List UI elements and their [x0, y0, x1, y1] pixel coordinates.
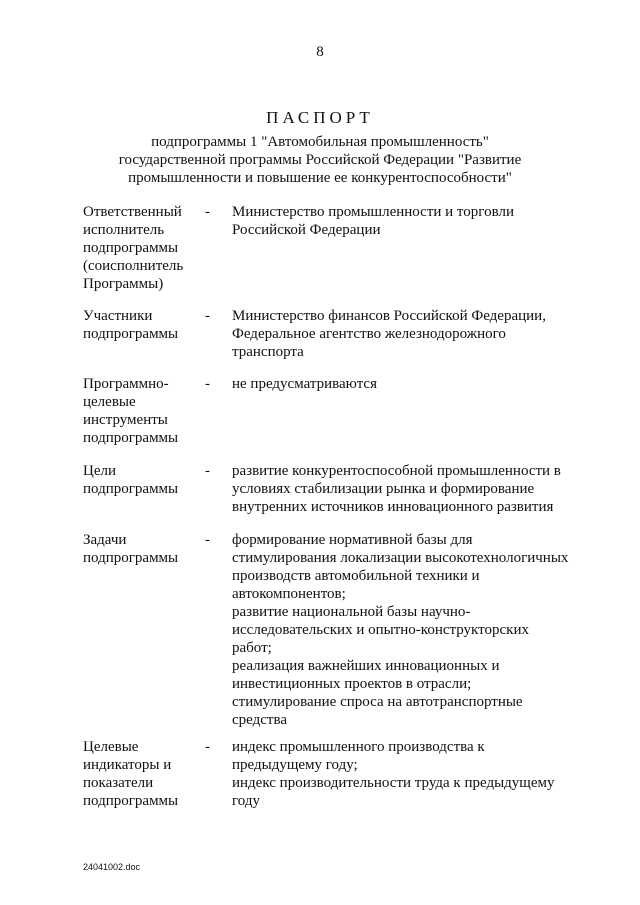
- page-title: ПАСПОРТ: [266, 108, 374, 127]
- label-line: показатели: [83, 775, 154, 791]
- label-line: Программно-: [83, 376, 169, 392]
- label-line: Цели: [83, 463, 117, 479]
- value-line: внутренних источников инновационного развития: [232, 499, 554, 515]
- row-label: [83, 203, 203, 293]
- label-line: Участники: [83, 308, 153, 324]
- value-line: средства: [232, 712, 288, 728]
- row-dash: -: [205, 204, 210, 220]
- subtitle-line: промышленности и повышение ее конкурентоспособности": [128, 170, 512, 186]
- subtitle-line: подпрограммы 1 "Автомобильная промышленность": [151, 134, 489, 150]
- row-dash: -: [205, 463, 210, 479]
- value-line: Министерство промышленности и торговли: [232, 204, 514, 220]
- label-line: Ответственный: [83, 204, 182, 220]
- value-line: предыдущему году;: [232, 757, 358, 773]
- value-line: условиях стабилизации рынка и формирование: [232, 481, 535, 497]
- value-line: реализация важнейших инновационных и: [232, 658, 500, 674]
- row-dash: -: [205, 739, 210, 755]
- label-line: подпрограммы: [83, 430, 179, 446]
- label-line: Задачи: [83, 532, 127, 548]
- value-line: работ;: [232, 640, 272, 656]
- row-label: [83, 307, 203, 343]
- row-value: [232, 531, 592, 729]
- label-line: подпрограммы: [83, 481, 179, 497]
- value-line: стимулирование спроса на автотранспортные: [232, 694, 523, 710]
- document-subtitle: [0, 133, 640, 187]
- row-label: [83, 531, 203, 567]
- value-line: транспорта: [232, 344, 304, 360]
- label-line: Целевые: [83, 739, 139, 755]
- row-dash: -: [205, 308, 210, 324]
- row-value: [232, 738, 592, 810]
- value-line: автокомпонентов;: [232, 586, 346, 602]
- label-line: целевые: [83, 394, 136, 410]
- value-line: Министерство финансов Российской Федерации,: [232, 308, 546, 324]
- value-line: индекс производительности труда к предыдущему: [232, 775, 555, 791]
- row-dash: -: [205, 532, 210, 548]
- label-line: подпрограммы: [83, 550, 179, 566]
- row-value: [232, 375, 592, 393]
- value-line: формирование нормативной базы для: [232, 532, 473, 548]
- label-line: (соисполнитель: [83, 258, 184, 274]
- value-line: инвестиционных проектов в отрасли;: [232, 676, 472, 692]
- label-line: инструменты: [83, 412, 168, 428]
- footer-filename: 24041002.doc: [83, 862, 141, 872]
- row-label: [83, 375, 203, 447]
- value-line: Российской Федерации: [232, 222, 381, 238]
- value-line: развитие конкурентоспособной промышленности в: [232, 463, 561, 479]
- value-line: не предусматриваются: [232, 376, 377, 392]
- label-line: исполнитель: [83, 222, 165, 238]
- value-line: стимулирования локализации высокотехнологичных: [232, 550, 569, 566]
- label-line: подпрограммы: [83, 326, 179, 342]
- row-value: [232, 462, 592, 516]
- label-line: подпрограммы: [83, 240, 179, 256]
- row-value: [232, 203, 592, 239]
- label-line: индикаторы и: [83, 757, 172, 773]
- value-line: индекс промышленного производства к: [232, 739, 485, 755]
- value-line: производств автомобильной техники и: [232, 568, 480, 584]
- label-line: подпрограммы: [83, 793, 179, 809]
- row-value: [232, 307, 592, 361]
- row-dash: -: [205, 376, 210, 392]
- value-line: исследовательских и опытно-конструкторских: [232, 622, 529, 638]
- label-line: Программы): [83, 276, 164, 292]
- subtitle-line: государственной программы Российской Федерации "Развитие: [118, 152, 522, 168]
- value-line: году: [232, 793, 260, 809]
- row-label: [83, 738, 203, 810]
- value-line: развитие национальной базы научно-: [232, 604, 471, 620]
- value-line: Федеральное агентство железнодорожного: [232, 326, 506, 342]
- page-number: 8: [316, 44, 324, 60]
- row-label: [83, 462, 203, 498]
